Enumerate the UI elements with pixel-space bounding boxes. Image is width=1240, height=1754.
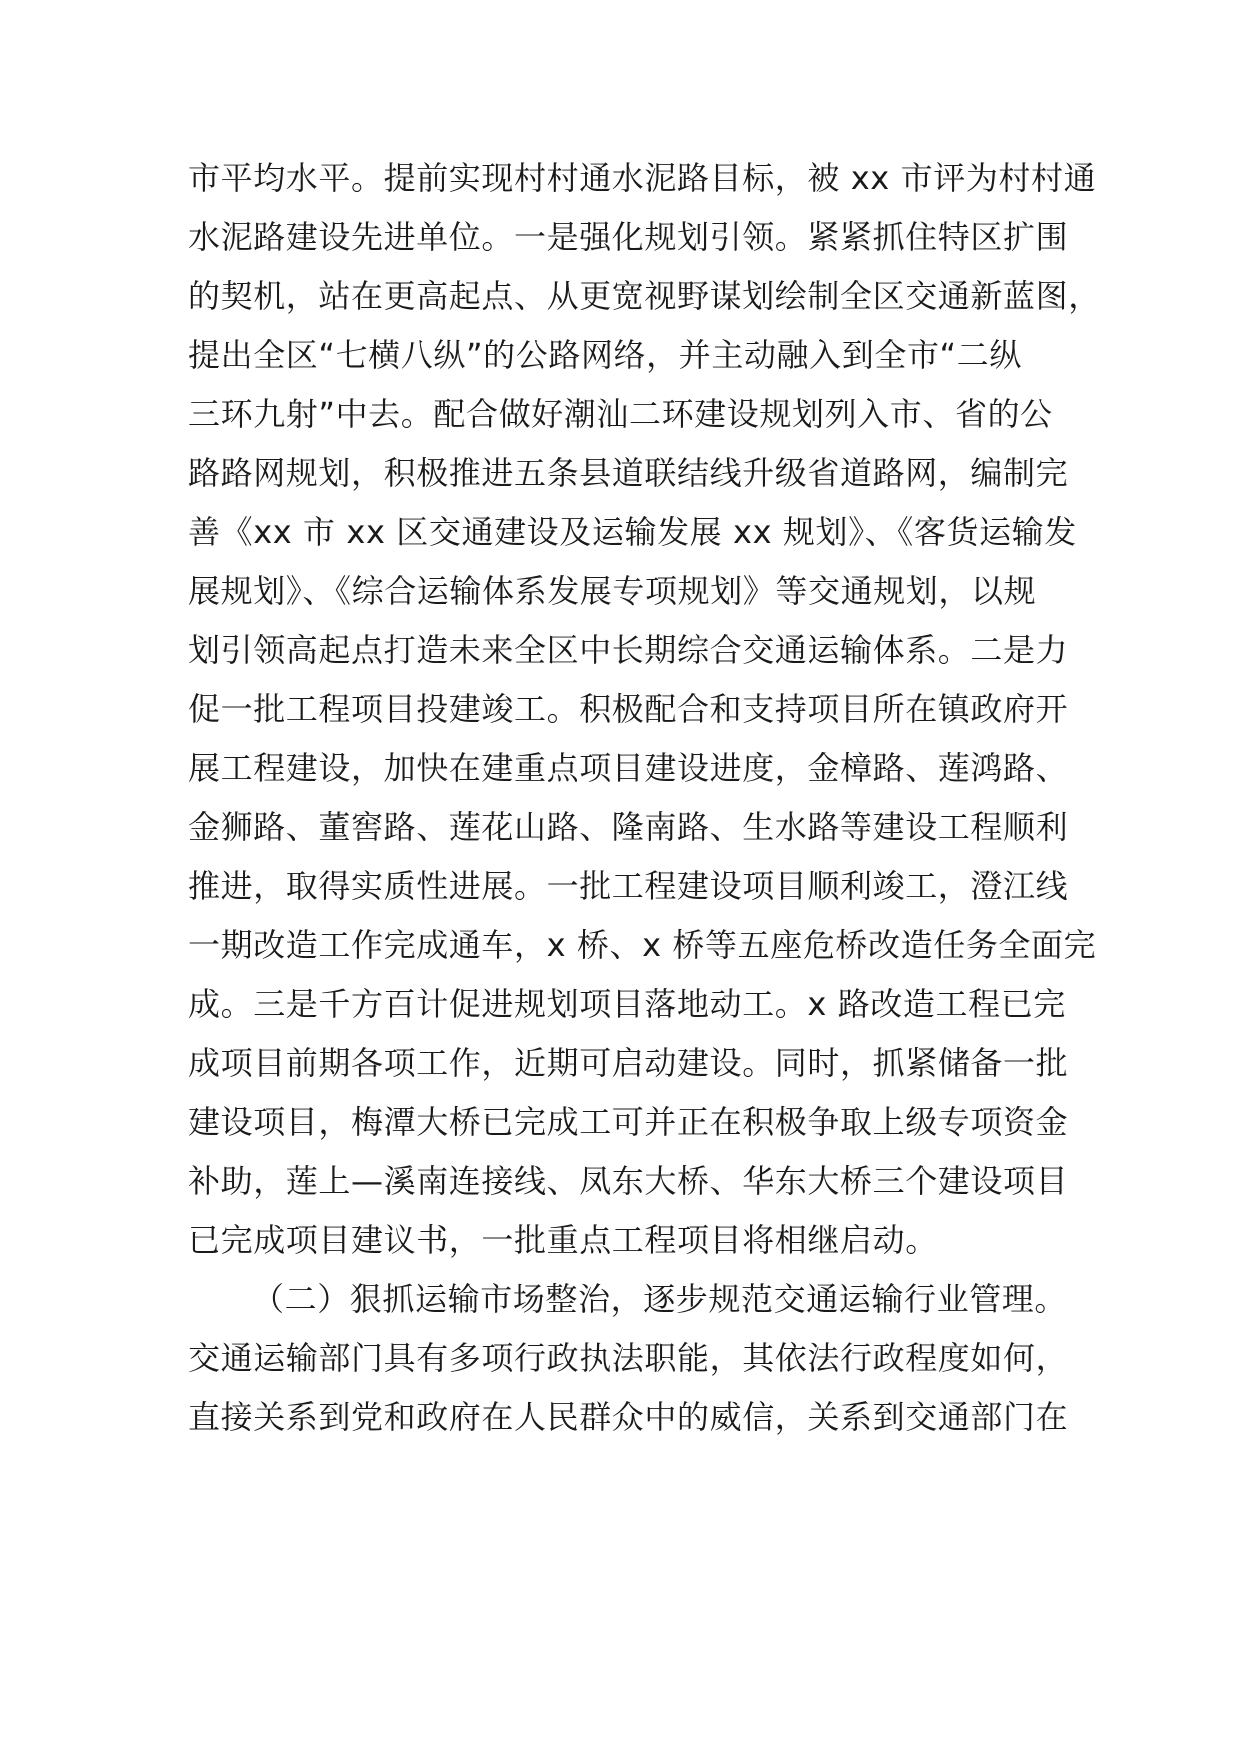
text-line: 已完成项目建议书，一批重点工程项目将相继启动。 bbox=[188, 1221, 938, 1259]
text-line: 交通运输部门具有多项行政执法职能，其依法行政程度如何， bbox=[188, 1339, 1069, 1377]
text-line: 一期改造工作完成通车，x 桥、x 桥等五座危桥改造任务全面完 bbox=[188, 926, 1097, 964]
text-line: 建设项目，梅潭大桥已完成工可并正在积极争取上级专项资金 bbox=[188, 1103, 1069, 1141]
text-line: 提出全区“七横八纵”的公路网络，并主动融入到全市“二纵 bbox=[188, 336, 1022, 374]
text-line: 展工程建设，加快在建重点项目建设进度，金樟路、莲鸿路、 bbox=[188, 749, 1069, 787]
text-line: 金狮路、董窖路、莲花山路、隆南路、生水路等建设工程顺利 bbox=[188, 808, 1069, 846]
text-line: 成项目前期各项工作，近期可启动建设。同时，抓紧储备一批 bbox=[188, 1044, 1069, 1082]
text-line: 展规划》、《综合运输体系发展专项规划》等交通规划，以规 bbox=[188, 572, 1037, 610]
text-line: 市平均水平。提前实现村村通水泥路目标，被 xx 市评为村村通 bbox=[188, 159, 1097, 197]
text-line: 促一批工程项目投建竣工。积极配合和支持项目所在镇政府开 bbox=[188, 690, 1069, 728]
text-line: 三环九射”中去。配合做好潮汕二环建设规划列入市、省的公 bbox=[188, 395, 1053, 433]
text-line: 直接关系到党和政府在人民群众中的威信，关系到交通部门在 bbox=[188, 1398, 1069, 1436]
text-line: 善《xx 市 xx 区交通建设及运输发展 xx 规划》、《客货运输发 bbox=[188, 513, 1077, 551]
text-line: 划引领高起点打造未来全区中长期综合交通运输体系。二是力 bbox=[188, 631, 1069, 669]
text-line: 路路网规划，积极推进五条县道联结线升级省道路网，编制完 bbox=[188, 454, 1069, 492]
text-line: 的契机，站在更高起点、从更宽视野谋划绘制全区交通新蓝图， bbox=[188, 277, 1101, 315]
text-line: 推进，取得实质性进展。一批工程建设项目顺利竣工，澄江线 bbox=[188, 867, 1069, 905]
text-line: 水泥路建设先进单位。一是强化规划引领。紧紧抓住特区扩围 bbox=[188, 218, 1069, 256]
section-heading: （二）狠抓运输市场整治，逐步规范交通运输行业管理。 bbox=[252, 1280, 1068, 1318]
text-line: 成。三是千方百计促进规划项目落地动工。x 路改造工程已完 bbox=[188, 985, 1066, 1023]
text-line: 补助，莲上—溪南连接线、凤东大桥、华东大桥三个建设项目 bbox=[188, 1162, 1069, 1200]
